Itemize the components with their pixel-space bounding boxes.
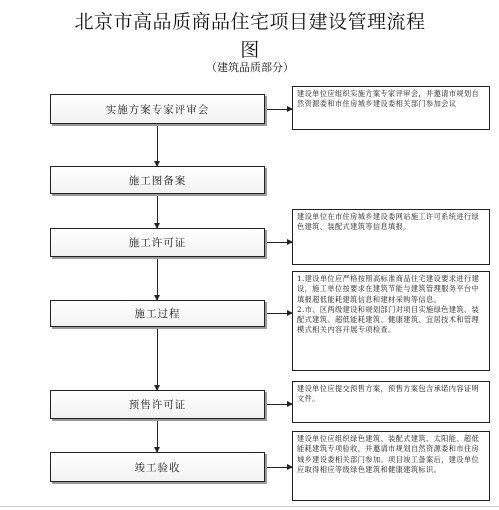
title-line-1: 北京市高品质商品住宅项目建设管理流程 — [74, 11, 426, 33]
note-presale-permit-text: 建设单位应提交预售方案，预售方案包含承诺内容证明文件。 — [297, 384, 480, 404]
step-construction-permit-label: 施工许可证 — [128, 237, 187, 249]
title-line-2: 图 — [240, 39, 260, 61]
note-construction-process — [292, 271, 490, 371]
note-construction-process-text-2: 2.市、区两级建设和规划部门对项目实施绿色建筑、装配式建筑、超低能耗建筑、健康建筑、宜居技术和管理模式相关内容开展专项检查。 — [297, 304, 480, 335]
arrow-step4-to-step5 — [157, 329, 158, 390]
step-expert-review — [50, 94, 265, 124]
note-completion-acceptance — [292, 431, 490, 501]
bottom-divider — [0, 506, 499, 507]
arrow-to-note-expert-review — [267, 109, 292, 110]
arrow-to-note-acceptance — [267, 467, 292, 468]
step-construction-process — [50, 300, 265, 327]
note-completion-acceptance-text: 建设单位应组织绿色建筑、装配式建筑、太阳能、超低能耗建筑专项验收，并邀请市规划自然资源委和市住房城乡建设委相关部门参加。项目竣工备案后，建设单位应取得相应等级绿色建筑和健康建筑标识。 — [297, 434, 480, 474]
note-construction-permit-text: 建设单位在市住房城乡建设委网站施工许可系统进行绿色建筑、装配式建筑等信息填报。 — [297, 212, 480, 232]
arrow-to-note-permit — [267, 242, 292, 243]
note-construction-process-text-1: 1.建设单位应严格按照高标准商品住宅建设要求进行建设，施工单位按要求在建筑节能与建筑管理服务平台中填报超低能耗建筑信息和建材采购等信息。 — [297, 274, 480, 304]
step-drawing-filing — [50, 166, 265, 194]
arrow-to-note-presale — [267, 404, 292, 405]
note-construction-permit — [292, 209, 490, 265]
step-construction-process-label: 施工过程 — [134, 308, 181, 320]
step-completion-acceptance — [50, 452, 265, 482]
arrow-step1-to-step2 — [157, 126, 158, 166]
note-expert-review — [292, 86, 490, 130]
step-presale-permit-label: 预售许可证 — [128, 399, 187, 411]
arrow-to-note-construction — [267, 313, 292, 314]
step-expert-review-label: 实施方案专家评审会 — [105, 103, 210, 116]
arrow-step5-to-step6 — [157, 421, 158, 452]
step-drawing-filing-label: 施工图备案 — [128, 174, 187, 187]
step-presale-permit — [50, 390, 265, 419]
arrow-step3-to-step4 — [157, 259, 158, 300]
note-expert-review-text: 建设单位应组织实施方案专家评审会，并邀请市规划自然资源委和市住房城乡建设委相关部门参加会议 — [297, 89, 480, 109]
step-completion-acceptance-label: 竣工验收 — [134, 461, 181, 474]
step-construction-permit — [50, 228, 265, 257]
page-subtitle: （建筑品质部分） — [206, 61, 294, 74]
note-presale-permit — [292, 381, 490, 423]
arrow-step2-to-step3 — [157, 196, 158, 228]
page-title — [60, 8, 440, 64]
